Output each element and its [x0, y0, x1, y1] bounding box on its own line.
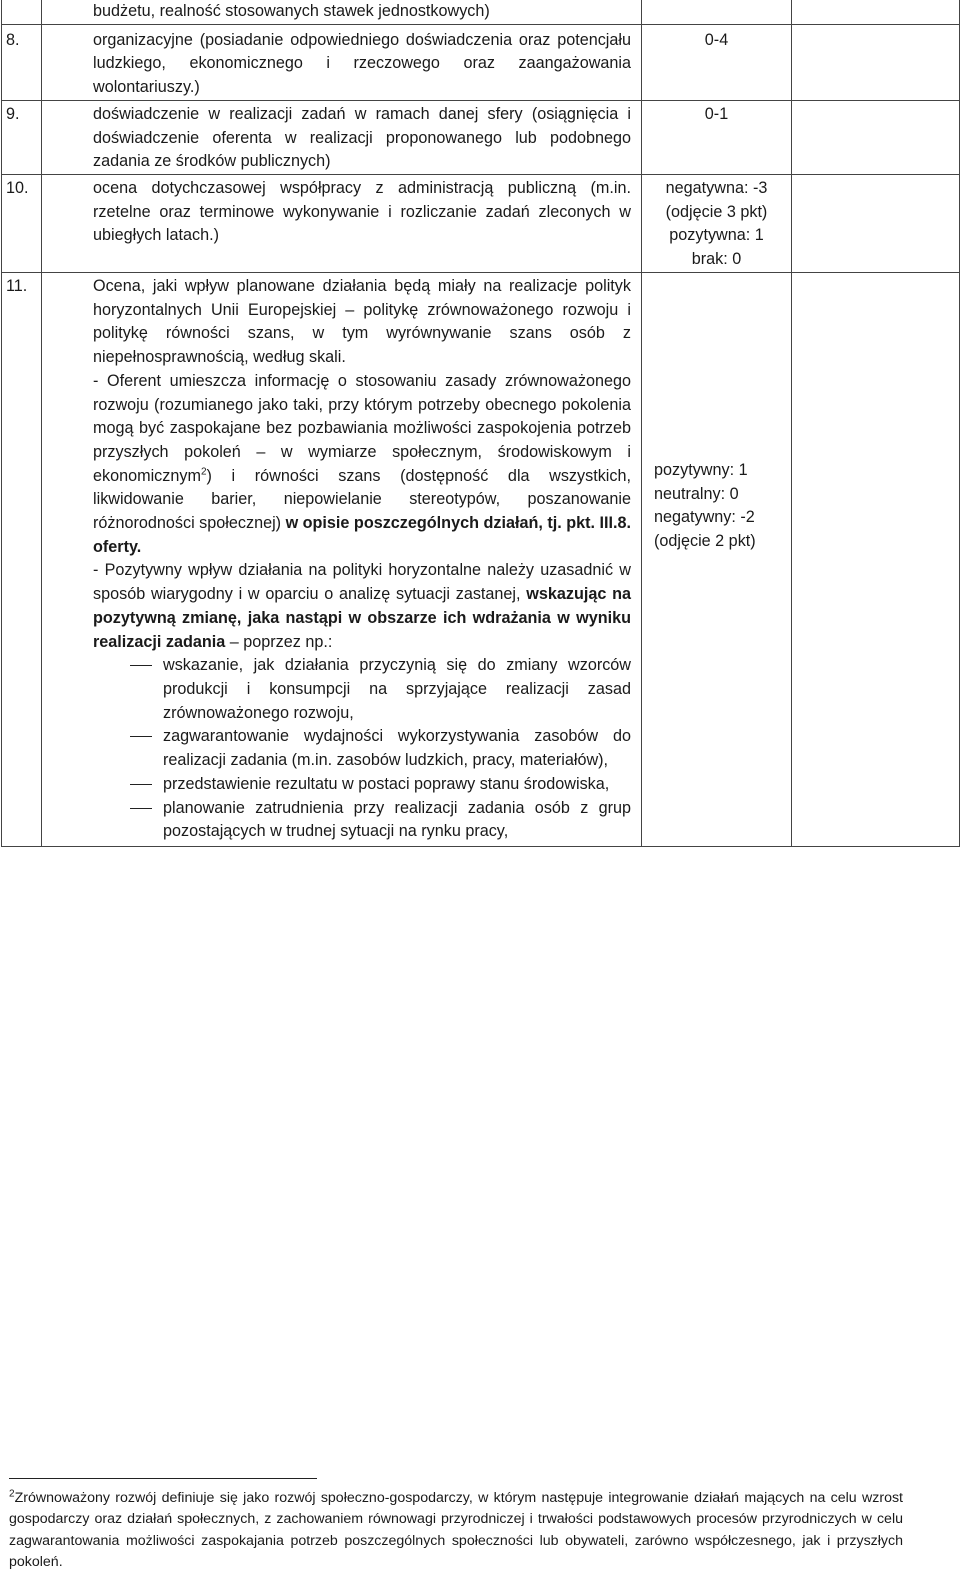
list-item [93, 797, 631, 844]
list-item-text: planowanie zatrudnienia przy realizacji zadania osób z grup pozostających w trudnej sytuacji na rynku pracy, [163, 798, 631, 841]
row-number: 9. [2, 100, 42, 174]
empty-cell [792, 273, 960, 847]
score-range [642, 0, 792, 24]
paragraph-bold: wskazując na pozytywną zmianę, jaka nastąpi w obszarze ich wdrażania w wyniku realizacji zadania [93, 585, 631, 651]
empty-cell [792, 100, 960, 174]
paragraph-text: - Oferent umieszcza informację o stosowaniu zasady zrównoważonego rozwoju (rozumianego jako taki, przy którym potrzeby obecnego pokolenia mogą być zaspokajane bez pozbawiania możliwości zaspokojenia potrzeb przyszłych pokoleń – w wymiarze społecznym, środowiskowym i ekonomicznym [93, 371, 631, 485]
list-item [93, 773, 631, 797]
criterion-text: budżetu, realność stosowanych stawek jednostkowych) [42, 0, 642, 24]
dash-bullet-icon [130, 665, 152, 666]
row-number: 10. [2, 174, 42, 272]
score-line: (odjęcie 3 pkt) [665, 202, 768, 221]
row-number [2, 0, 42, 24]
score-line: negatywna: -3 [665, 178, 768, 197]
dash-bullet-icon [130, 808, 152, 809]
criterion-text: doświadczenie w realizacji zadań w ramach danej sfery (osiągnięcia i doświadczenie oferenta w realizacji proponowanego lub podobnego zadania ze środków publicznych) [42, 100, 642, 174]
row-number: 8. [2, 24, 42, 100]
criterion-cell [42, 273, 642, 847]
row-number: 11. [2, 273, 42, 847]
list-item [93, 725, 631, 772]
table-row [2, 273, 960, 847]
criterion-text: organizacyjne (posiadanie odpowiedniego doświadczenia oraz potencjału ludzkiego, ekonomicznego i rzeczowego oraz zaangażowania wolontariuszy.) [42, 24, 642, 100]
score-range: 0-1 [642, 100, 792, 174]
empty-cell [792, 24, 960, 100]
empty-cell [792, 0, 960, 24]
table-row [2, 100, 960, 174]
score-line: (odjęcie 2 pkt) [654, 532, 756, 551]
dash-bullet-icon [130, 736, 152, 737]
score-line: pozytywna: 1 [669, 226, 764, 245]
list-item-text: wskazanie, jak działania przyczynią się do zmiany wzorców produkcji i konsumpcji na sprzyjające realizacji zasad zrównoważonego rozwoju, [163, 656, 631, 722]
empty-cell [792, 174, 960, 272]
paragraph-text: - Pozytywny wpływ działania na polityki horyzontalne należy uzasadnić w sposób wiarygodny i w oparciu o analizę sytuacji zastanej, [93, 561, 631, 604]
score-line: pozytywny: 1 [654, 461, 748, 480]
criterion-intro: Ocena, jaki wpływ planowane działania będą miały na realizacje polityk horyzontalnych Unii Europejskiej – politykę zrównoważonego rozwoju i politykę równości szans, w tym wyrównywanie szans osób z niepełnosprawnością, według skali. [93, 277, 631, 367]
footnote-separator [9, 1478, 317, 1479]
footnote-mark: 2 [9, 1488, 15, 1500]
paragraph-bold: w opisie poszczególnych działań, tj. pkt. III.8. oferty. [93, 514, 631, 556]
footnote [9, 1488, 903, 1573]
score-line: neutralny: 0 [654, 484, 739, 503]
criterion-paragraph-1 [93, 370, 631, 560]
footnote-text: Zrównoważony rozwój definiuje się jako rozwój społeczno-gospodarczy, w którym następuje integrowanie działań mających na celu wzrost gospodarczy oraz działań społecznych, z zachowaniem równowagi przyrodniczej i trwałości podstawowych procesów przyrodniczych w celu zagwarantowania możliwości zaspokajania potrzeb poszczególnych społeczności lub obywateli, zarówno współczesnego, jak i przyszłych pokoleń. [9, 1490, 903, 1570]
score-line: brak: 0 [691, 250, 742, 269]
list-item-text: przedstawienie rezultatu w postaci poprawy stanu środowiska, [163, 774, 610, 793]
list-item [93, 654, 631, 725]
table-row [2, 24, 960, 100]
list-item-text: zagwarantowanie wydajności wykorzystywania zasobów do realizacji zadania (m.in. zasobów ludzkich, pracy, materiałów), [163, 727, 631, 770]
criterion-text: ocena dotychczasowej współpracy z administracją publiczną (m.in. rzetelne oraz terminowe wykonywanie i rozliczanie zadań zleconych w ubiegłych latach.) [42, 174, 642, 272]
score-cell [642, 174, 792, 272]
score-range: 0-4 [642, 24, 792, 100]
footnote-ref: 2 [200, 466, 207, 478]
score-line: negatywny: -2 [654, 508, 755, 527]
paragraph-text: – poprzez np.: [225, 632, 333, 651]
paragraph-text: ) i równości szans (dostępność dla wszystkich, likwidowanie barier, niepowielanie stereotypów, poszanowanie różnorodności społecznej) [93, 466, 631, 533]
criterion-paragraph-2 [93, 559, 631, 654]
evaluation-criteria-table [1, 0, 960, 847]
dash-bullet-icon [130, 784, 152, 785]
table-row [2, 174, 960, 272]
score-cell [642, 273, 792, 847]
table-row [2, 0, 960, 24]
